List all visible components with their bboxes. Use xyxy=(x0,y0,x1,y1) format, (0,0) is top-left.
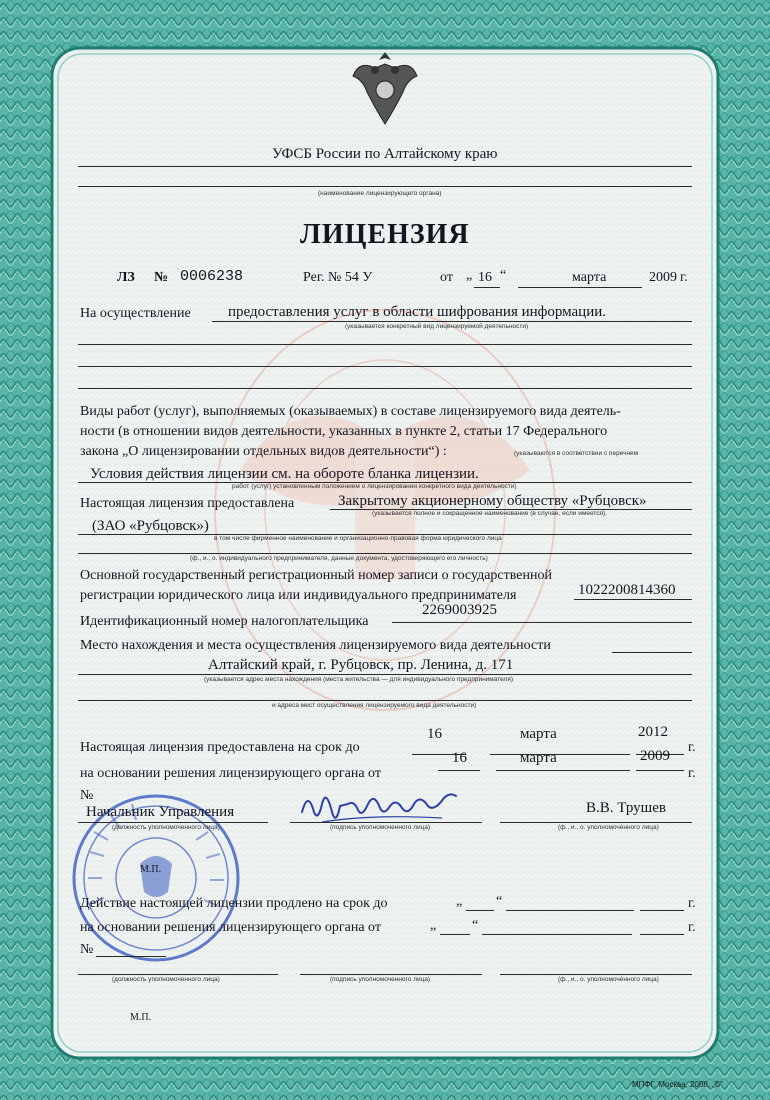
position-caption: (должность уполномоченного лица) xyxy=(112,824,220,831)
works-line-2: ности (в отношении видов деятельности, указанных в пункте 2, статьи 17 Федерального xyxy=(80,424,608,439)
extension-line-2: на основании решения лицензирующего органа от xyxy=(80,920,381,935)
signer-position: Начальник Управления xyxy=(86,804,235,820)
ext-number-sign: № xyxy=(80,942,94,957)
sig-number-sign: № xyxy=(80,788,94,803)
basis-year: 2009 xyxy=(640,748,670,764)
issue-day-close: “ xyxy=(500,268,507,283)
signature-caption: (подпись уполномоченного лица) xyxy=(330,824,431,831)
basis-label: на основании решения лицензирующего органа от xyxy=(80,766,381,781)
ext-mp-mark: М.П. xyxy=(130,1012,152,1023)
reg-number: Рег. № 54 У xyxy=(303,270,373,285)
ext-close-quote-1: “ xyxy=(496,894,503,909)
document-title: ЛИЦЕНЗИЯ xyxy=(300,219,470,250)
works-value: Условия действия лицензии см. на обороте бланка лицензии. xyxy=(90,466,479,482)
authority-caption: (наименование лицензирующего органа) xyxy=(318,190,442,197)
licensee-caption-3: (ф., и., о. индивидуального предпринимателя, данные документа, удостоверяющего его личность) xyxy=(190,555,488,562)
ext-open-quote-1: „ xyxy=(456,894,463,909)
ext-signature-caption: (подпись уполномоченного лица) xyxy=(330,976,431,983)
term-month: марта xyxy=(520,726,557,742)
works-line-3: закона „О лицензировании отдельных видов деятельности“) : xyxy=(80,444,447,459)
name-caption: (ф., и., о. уполномоченного лица) xyxy=(558,824,659,831)
number-sign: № xyxy=(154,270,169,285)
ext-suffix-2: г. xyxy=(688,920,696,935)
ogrn-line-1: Основной государственный регистрационный номер записи о государственной xyxy=(80,568,552,583)
series-label: ЛЗ xyxy=(117,270,135,285)
issue-from-label: от xyxy=(440,270,453,285)
term-year: 2012 xyxy=(638,724,668,740)
term-day: 16 xyxy=(427,726,442,742)
inn-label: Идентификационный номер налогоплательщика xyxy=(80,614,369,629)
activity-value: предоставления услуг в области шифрования информации. xyxy=(228,304,607,320)
license-number: 0006238 xyxy=(180,268,244,285)
ext-open-quote-2: „ xyxy=(430,918,437,933)
ext-suffix-1: г. xyxy=(688,896,696,911)
location-caption-2: и адреса мест осуществления лицензируемого вида деятельности) xyxy=(272,702,477,709)
works-caption-right: (указываются в соответствии с перечнем xyxy=(514,450,639,457)
location-label: Место нахождения и места осуществления лицензируемого вида деятельности xyxy=(80,638,551,653)
licensee-caption-2: в том числе фирменное наименование и организационно-правовая форма юридического лица xyxy=(214,535,502,542)
activity-caption: (указывается конкретный вид лицензируемой деятельности) xyxy=(345,323,529,330)
issue-day-open: „ xyxy=(466,268,473,283)
location-caption-1: (указывается адрес места нахождения (места жительства — для индивидуального предпринимателя) xyxy=(204,676,514,683)
basis-suffix: г. xyxy=(688,766,696,781)
issue-year: 2009 xyxy=(649,270,677,285)
licensee-caption-1: (указывается полное и сокращенное наименование (в случае, если имеется), xyxy=(372,510,607,517)
ext-name-caption: (ф., и., о. уполномоченного лица) xyxy=(558,976,659,983)
mp-mark: М.П. xyxy=(140,864,162,875)
term-suffix: г. xyxy=(688,740,696,755)
ext-position-caption: (должность уполномоченного лица) xyxy=(112,976,220,983)
basis-month: марта xyxy=(520,750,557,766)
term-label: Настоящая лицензия предоставлена на срок до xyxy=(80,740,360,755)
printer-imprint: МПФГ, Москва, 2006, „Б“ xyxy=(632,1080,723,1089)
basis-day: 16 xyxy=(452,750,467,766)
extension-line-1: Действие настоящей лицензии продлено на срок до xyxy=(80,896,388,911)
inn-value: 2269003925 xyxy=(422,602,497,618)
ogrn-line-2: регистрации юридического лица или индивидуального предпринимателя xyxy=(80,588,517,603)
issue-month: марта xyxy=(572,270,607,285)
state-emblem-icon xyxy=(345,46,425,130)
licensee-value-1: Закрытому акционерному обществу «Рубцовск» xyxy=(338,493,647,509)
location-value: Алтайский край, г. Рубцовск, пр. Ленина, д. 171 xyxy=(208,657,514,673)
issue-day: 16 xyxy=(478,270,492,285)
signer-name: В.В. Трушев xyxy=(586,800,666,816)
ext-close-quote-2: “ xyxy=(472,918,479,933)
works-line-1: Виды работ (услуг), выполняемых (оказываемых) в составе лицензируемого вида деятель- xyxy=(80,404,621,419)
licensee-label: Настоящая лицензия предоставлена xyxy=(80,496,295,511)
authority-name: УФСБ России по Алтайскому краю xyxy=(272,146,498,162)
licensee-value-2: (ЗАО «Рубцовск») xyxy=(92,518,209,534)
works-caption: работ (услуг) установленным положением о лицензировании конкретного вида деятельности) xyxy=(232,483,517,490)
ogrn-value: 1022200814360 xyxy=(578,582,676,598)
activity-label: На осуществление xyxy=(80,306,191,321)
issue-year-suffix: г. xyxy=(680,270,688,285)
